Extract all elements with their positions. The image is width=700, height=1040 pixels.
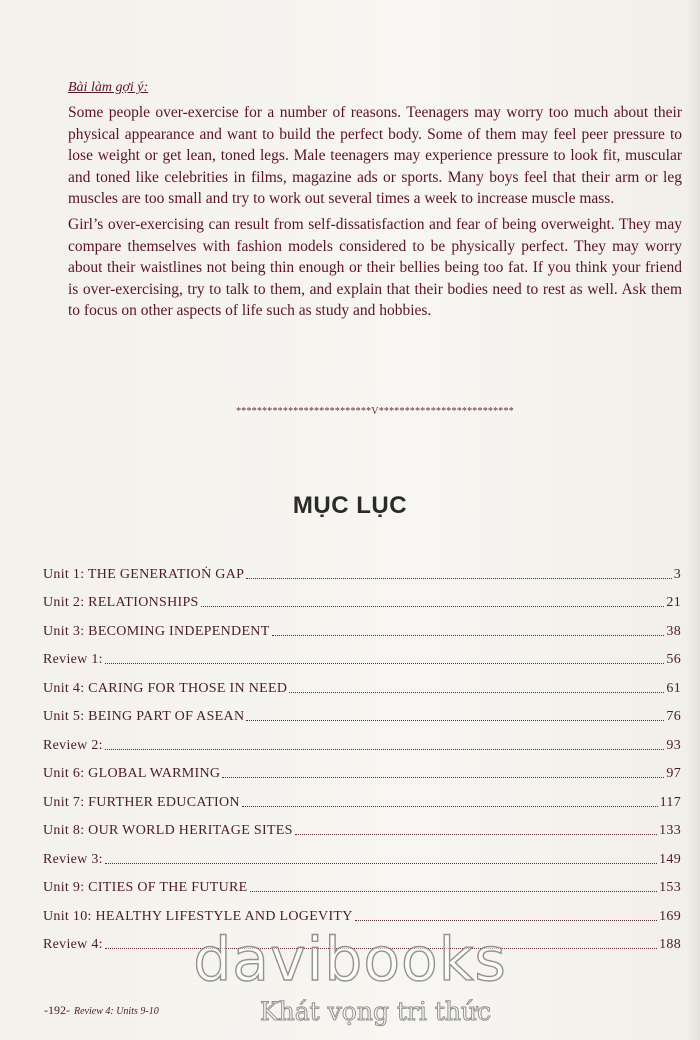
toc-entry-page: 38 (666, 623, 681, 639)
toc-entry-label: Review 2: (43, 737, 103, 753)
toc-entry[interactable] (43, 640, 681, 669)
section-divider: **************************V************************** (236, 406, 514, 417)
toc-entry-label: Unit 6: GLOBAL WARMING (43, 766, 221, 781)
toc-entry-page: 93 (666, 737, 681, 753)
toc-entry-label: Unit 2: RELATIONSHIPS (43, 595, 199, 610)
toc-entry-label: Review 1: (43, 652, 103, 667)
page-number: -192- (44, 1003, 70, 1017)
toc-entry[interactable] (43, 782, 681, 811)
toc-entry[interactable] (43, 811, 681, 840)
toc-entry[interactable] (43, 583, 681, 612)
toc-entry-page: 56 (666, 652, 681, 667)
suggested-answer (68, 78, 682, 326)
toc-leader-dots (105, 749, 665, 750)
toc-entry-page: 97 (666, 766, 681, 781)
toc-entry-page: 3 (673, 566, 681, 582)
toc-leader-dots (246, 720, 664, 721)
toc-leader-dots (105, 663, 665, 664)
toc-leader-dots (105, 948, 657, 949)
toc-entry-page: 133 (659, 823, 681, 838)
toc-entry-label: Unit 7: FURTHER EDUCATION (43, 794, 240, 810)
toc-entry-label: Unit 3: BECOMING INDEPENDENT (43, 623, 270, 639)
answer-heading: Bài làm gợi ý: (68, 80, 149, 95)
table-of-contents (43, 554, 681, 953)
toc-entry[interactable] (43, 668, 681, 697)
toc-entry[interactable] (43, 896, 681, 925)
toc-entry-page: 169 (659, 908, 681, 924)
toc-entry-label: Unit 9: CITIES OF THE FUTURE (43, 880, 248, 895)
toc-leader-dots (295, 834, 657, 835)
toc-entry-label: Unit 8: OUR WORLD HERITAGE SITES (43, 823, 293, 838)
answer-paragraph-2: Girl’s over-exercising can result from self-dissatisfaction and fear of being overweight. They may compare themselves with fashion models considered to be physically perfect. They may worry about their waistlines not being thin enough or their bellies being too fat. If you think your friend is over-exercising, try to talk to them, and explain that their bodies need to rest as well. Ask them to focus on other aspects of life such as study and hobbies. (68, 215, 682, 320)
answer-paragraph-1: Some people over-exercise for a number of reasons. Teenagers may worry too much about their physical appearance and want to build the perfect body. Some of them may feel peer pressure to lose weight or get lean, toned legs. Male teenagers may experience pressure to look fit, muscular and toned like celebrities in films, magazine ads or sports. Many boys feel that their arm or leg muscles are too small and try to work out several times a week to increase muscle mass. (68, 104, 682, 208)
toc-entry[interactable] (43, 554, 681, 583)
watermark-tagline: Khát vọng tri thức (260, 997, 492, 1026)
toc-leader-dots (201, 606, 665, 607)
toc-leader-dots (272, 635, 665, 636)
toc-entry-page: 117 (659, 794, 681, 810)
toc-entry-label: Unit 1: THE GENERATIOṄ GAP (43, 566, 245, 582)
toc-entry-label: Unit 5: BEING PART OF ASEAN (43, 709, 245, 724)
page-footer (44, 1003, 159, 1018)
toc-entry[interactable] (43, 754, 681, 783)
page-edge-shadow (686, 0, 700, 1040)
toc-entry[interactable] (43, 925, 681, 954)
toc-entry-page: 153 (659, 880, 681, 895)
toc-entry-page: 61 (666, 680, 681, 696)
toc-leader-dots (246, 578, 671, 579)
toc-entry-page: 149 (659, 851, 681, 867)
toc-entry[interactable] (43, 725, 681, 754)
series-label: Review 4: Units 9-10 (74, 1006, 159, 1017)
toc-entry[interactable] (43, 839, 681, 868)
toc-entry[interactable] (43, 611, 681, 640)
toc-leader-dots (355, 920, 657, 921)
toc-entry-page: 76 (666, 709, 681, 724)
toc-entry-label: Review 3: (43, 851, 103, 867)
toc-entry[interactable] (43, 697, 681, 726)
toc-leader-dots (222, 777, 664, 778)
toc-title: MỤC LỤC (292, 492, 408, 519)
toc-entry-label: Review 4: (43, 937, 103, 952)
toc-entry-label: Unit 10: HEALTHY LIFESTYLE AND LOGEVITY (43, 908, 353, 924)
watermark-brand: davibooks (193, 925, 507, 995)
toc-leader-dots (105, 863, 657, 864)
toc-entry-page: 188 (659, 937, 681, 952)
toc-entry[interactable] (43, 868, 681, 897)
toc-leader-dots (289, 692, 664, 693)
toc-entry-page: 21 (666, 595, 681, 610)
toc-leader-dots (250, 891, 658, 892)
toc-leader-dots (242, 806, 658, 807)
toc-entry-label: Unit 4: CARING FOR THOSE IN NEED (43, 680, 288, 696)
